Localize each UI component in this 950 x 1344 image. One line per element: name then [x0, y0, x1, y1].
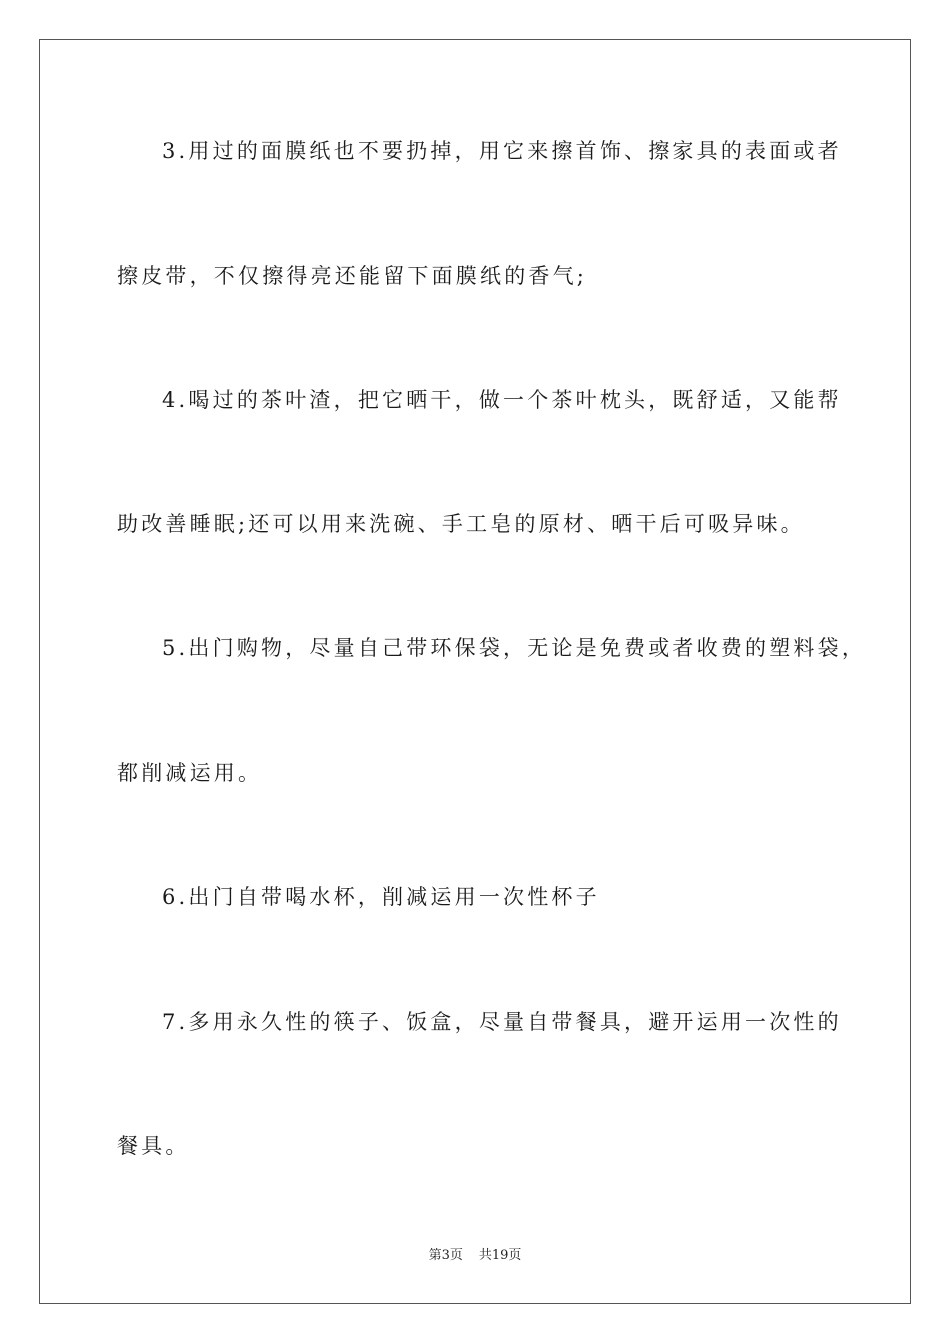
- paragraph-4-line-1: 4.喝过的茶叶渣，把它晒干，做一个茶叶枕头，既舒适，又能帮: [162, 388, 842, 412]
- page-footer: [0, 1247, 950, 1265]
- page-border: [39, 39, 911, 1304]
- current-page-number: 第3页: [428, 1248, 463, 1263]
- paragraph-5-line-2: 都削减运用。: [117, 761, 263, 785]
- total-pages: 共19页: [478, 1248, 522, 1263]
- paragraph-7-line-2: 餐具。: [117, 1134, 190, 1158]
- paragraph-3-line-1: 3.用过的面膜纸也不要扔掉，用它来擦首饰、擦家具的表面或者: [162, 139, 842, 163]
- paragraph-3-line-2: 擦皮带，不仅擦得亮还能留下面膜纸的香气;: [117, 264, 588, 288]
- paragraph-7-line-1: 7.多用永久性的筷子、饭盒，尽量自带餐具，避开运用一次性的: [162, 1010, 842, 1034]
- paragraph-4-line-2: 助改善睡眠;还可以用来洗碗、手工皂的原材、晒干后可吸异味。: [117, 512, 805, 536]
- paragraph-5-line-1: 5.出门购物，尽量自己带环保袋，无论是免费或者收费的塑料袋，: [162, 636, 867, 660]
- paragraph-6-line-1: 6.出门自带喝水杯，削减运用一次性杯子: [162, 885, 600, 909]
